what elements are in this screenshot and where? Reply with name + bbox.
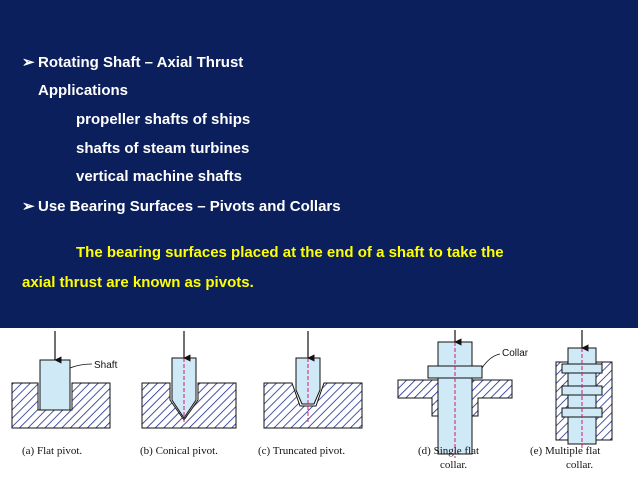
caption-single-collar-line2: collar.	[440, 459, 468, 471]
conical-pivot-diagram	[142, 331, 236, 428]
shaft-label: Shaft	[94, 360, 118, 371]
applications-heading: Applications	[38, 82, 129, 99]
application-item: propeller shafts of ships	[76, 111, 251, 128]
pivot-figure	[0, 328, 638, 478]
single-collar-diagram	[398, 330, 529, 458]
multiple-collar-diagram	[556, 330, 612, 448]
caption-multiple-collar-line2: collar.	[566, 459, 594, 471]
flat-pivot-diagram	[12, 331, 118, 428]
definition-line-1: The bearing surfaces placed at the end of a shaft to take the	[76, 244, 504, 261]
caption-single-collar: (d) Single flat	[418, 445, 480, 457]
bullet-text: Rotating Shaft – Axial Thrust	[38, 54, 244, 71]
caption-flat-pivot: (a) Flat pivot.	[22, 445, 83, 457]
truncated-pivot-diagram	[264, 331, 362, 428]
bullet-bearing-surfaces	[22, 197, 341, 215]
application-item: shafts of steam turbines	[76, 140, 250, 157]
collar-label: Collar	[502, 348, 529, 359]
caption-conical-pivot: (b) Conical pivot.	[140, 445, 218, 457]
caption-multiple-collar: (e) Multiple flat	[530, 445, 601, 457]
caption-truncated-pivot: (c) Truncated pivot.	[258, 445, 346, 457]
bullet-rotating-shaft	[22, 53, 243, 71]
arrow-bullet-icon: ➢	[22, 54, 35, 71]
arrow-bullet-icon: ➢	[22, 198, 35, 215]
pivot-diagram	[0, 328, 638, 478]
application-item: vertical machine shafts	[76, 168, 242, 185]
definition-line-2: axial thrust are known as pivots.	[22, 274, 254, 291]
bullet-text: Use Bearing Surfaces – Pivots and Collars	[38, 198, 341, 215]
